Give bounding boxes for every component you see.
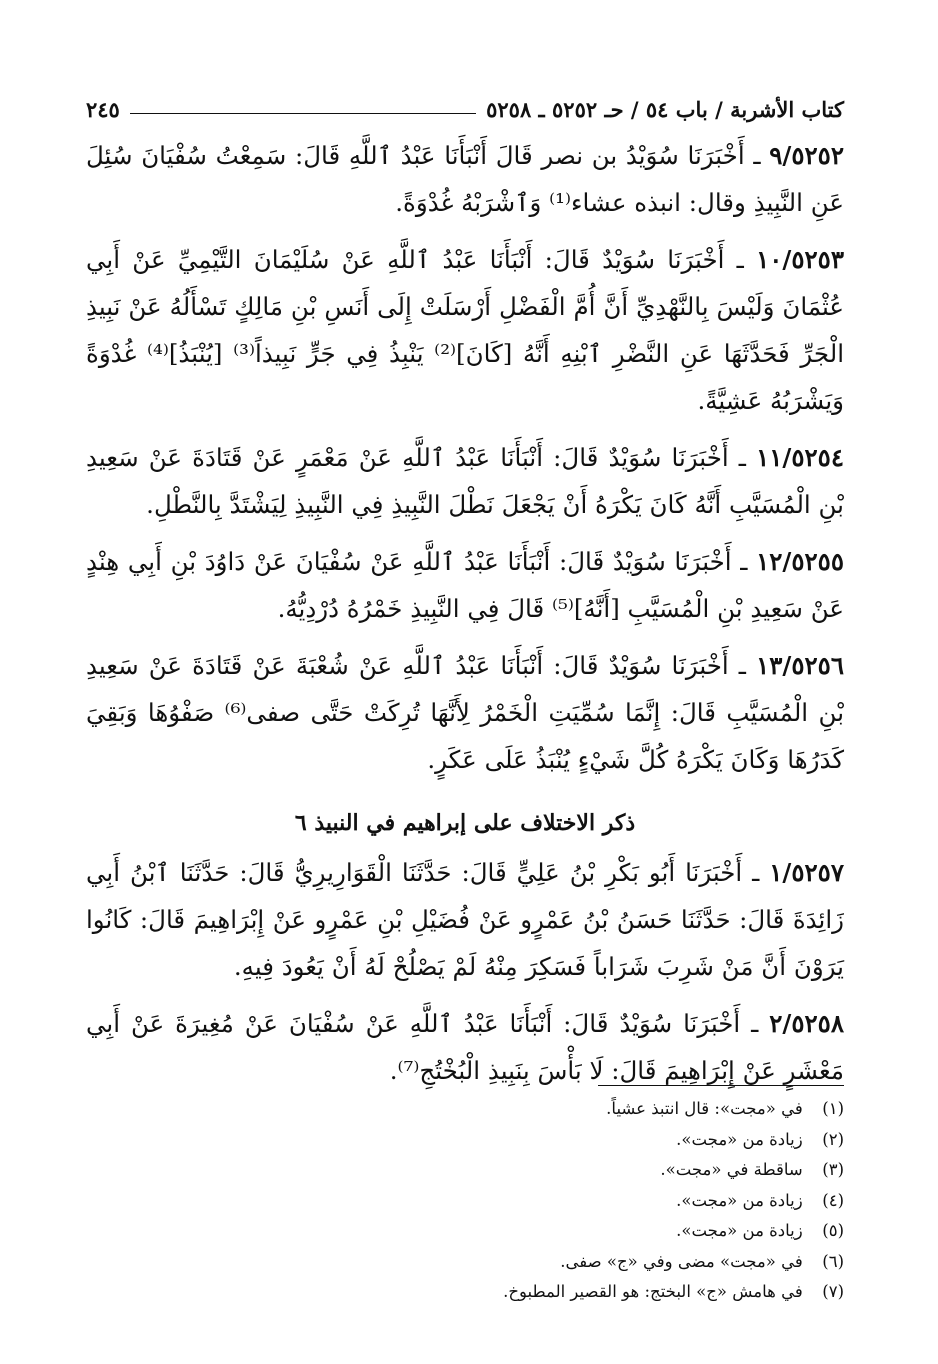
- hadith-text: ـ أَخْبَرَنَا أَبُو بَكْرِ بْنُ عَلِيٍّ قَالَ: حَدَّثَنَا الْقَوَارِيرِيُّ قَالَ: حَدَّثَنَا ٱبْنُ أَبِي زَائِدَةَ قَالَ: حَدَّثَنَا حَسَنُ بْنُ عَمْرٍو عَنْ فُضَيْلِ بْنِ عَمْرٍو عَنْ إِبْرَاهِيمَ قَالَ: كَانُوا يَرَوْنَ أَنَّ مَنْ شَرِبَ شَرَاباً فَسَكِرَ مِنْهُ لَمْ يَصْلُحْ لَهُ أَنْ يَعُودَ فِيهِ.: [86, 858, 844, 981]
- footnote: [86, 1186, 844, 1217]
- footnote-text: زيادة من «مجت».: [676, 1190, 803, 1210]
- footnote-number: (٢): [822, 1129, 844, 1149]
- footnote-text: ساقطة في «مجت».: [660, 1160, 803, 1179]
- footnote-number: (٣): [822, 1160, 844, 1179]
- hadith-paragraph: [86, 538, 844, 632]
- hadith-text: ـ أَخْبَرَنَا سُوَيْدٌ قَالَ: أَنْبَأَنَا عَبْدُ ٱللَّهِ عَنْ مَعْمَرٍ عَنْ قَتَادَةَ عَنْ سَعِيدِ بْنِ الْمُسَيَّبِ أَنَّهُ كَانَ يَكْرَهُ أَنْ يَجْعَلَ نَطْلَ النَّبِيذِ فِي النَّبِيذِ لِيَشْتَدَّ بِالنَّطْلِ.: [86, 443, 844, 519]
- hadith-text: ـ أَخْبَرَنَا سُوَيْدٌ قَالَ: أَنْبَأَنَا عَبْدُ ٱللَّهِ عَنْ سُفْيَانَ عَنْ مُغِيرَةَ عَنْ أَبِي مَعْشَرٍ عَنْ إِبْرَاهِيمَ قَالَ: لَا بَأْسَ بِنَبِيذِ الْبُخْتُجِ⁽⁷⁾.: [86, 1009, 844, 1085]
- footnote-text: في «مجت»: قال انتبذ عشياً.: [606, 1099, 803, 1118]
- footnote: [86, 1155, 844, 1186]
- hadith-text: ـ أَخْبَرَنَا سُوَيْدٌ قَالَ: أَنْبَأَنَا عَبْدُ ٱللَّهِ عَنْ شُعْبَةَ عَنْ قَتَادَةَ عَنْ سَعِيدِ بْنِ الْمُسَيَّبِ قَالَ: إِنَّمَا سُمِّيَتِ الْخَمْرُ لِأَنَّهَا تُرِكَتْ حَتَّى صفى⁽⁶⁾ صَفْوُهَا وَبَقِيَ كَدَرُهَا وَكَانَ يَكْرَهُ كُلَّ شَيْءٍ يُنْبَذُ عَلَى عَكَرٍ.: [86, 651, 845, 774]
- footnote-number: (٤): [822, 1190, 844, 1210]
- footnotes: [86, 1094, 844, 1308]
- hadith-number: ١١/٥٢٥٤: [756, 443, 844, 472]
- hadith-paragraph: [86, 642, 844, 783]
- hadith-number: ١٠/٥٢٥٣: [756, 245, 844, 274]
- footnote-number: (٧): [822, 1282, 844, 1301]
- hadith-paragraph: [86, 434, 844, 528]
- footnote-text: زيادة من «مجت».: [676, 1129, 803, 1149]
- footnote: [86, 1125, 844, 1156]
- section-heading: ذكر الاختلاف على إبراهيم في النبيذ ٦: [294, 810, 636, 836]
- hadith-paragraph: [86, 236, 844, 424]
- hadith-text: ـ أَخْبَرَنَا سُوَيْدٌ قَالَ: أَنْبَأَنَا عَبْدُ ٱللَّهِ عَنْ سُلَيْمَانَ التَّيْمِيِّ عَنْ أَبِي عُثْمَانَ وَلَيْسَ بِالنَّهْدِيِّ أَنَّ أُمَّ الْفَضْلِ أَرْسَلَتْ إِلَى أَنَسِ بْنِ مَالِكٍ تَسْأَلُهُ عَنْ نَبِيذِ الْجَرِّ فَحَدَّثَهَا عَنِ النَّضْرِ ٱبْنِهِ أَنَّهُ [كَانَ]⁽²⁾ يَنْبِذُ فِي جَرٍّ نَبِيذاً⁽³⁾ [يُنْبَذُ]⁽⁴⁾ غُدْوَةً وَيَشْرَبُهُ عَشِيَّةً.: [86, 245, 845, 415]
- footnote-text: زيادة من «مجت».: [676, 1221, 803, 1240]
- hadith-number: ١٣/٥٢٥٦: [756, 651, 844, 680]
- hadith-number: ٩/٥٢٥٢: [769, 141, 844, 170]
- footnote: [86, 1277, 844, 1308]
- footnote-number: (٦): [822, 1251, 844, 1271]
- page-number: ٢٤٥: [86, 97, 120, 122]
- hadith-text: ـ أَخْبَرَنَا سُوَيْدٌ قَالَ: أَنْبَأَنَا عَبْدُ ٱللَّهِ عَنْ سُفْيَانَ عَنْ دَاوُدَ بْنِ أَبِي هِنْدٍ عَنْ سَعِيدِ بْنِ الْمُسَيَّبِ [أَنَّهُ]⁽⁵⁾ قَالَ فِي النَّبِيذِ خَمْرُهُ دُرْدِيُّهُ.: [86, 547, 844, 623]
- footnote: [86, 1247, 844, 1278]
- footnote-number: (١): [822, 1099, 844, 1118]
- footnote: [86, 1216, 844, 1247]
- footnote-text: في «مجت» مضى وفي «ج» صفى.: [560, 1251, 803, 1271]
- running-header: [86, 88, 844, 122]
- running-title: كتاب الأشربة / باب ٥٤ / حـ ٥٢٥٢ ـ ٥٢٥٨: [486, 97, 844, 122]
- header-rule: [130, 113, 476, 114]
- hadith-paragraph: [86, 849, 844, 990]
- hadith-text: ـ أَخْبَرَنَا سُوَيْدُ بن نصر قَالَ أَنْبَأَنَا عَبْدُ ٱللَّهِ قَالَ: سَمِعْتُ سُفْيَانَ سُئِلَ عَنِ النَّبِيذِ وقال: انبذه عشاء⁽¹⁾ وَٱشْرَبْهُ غُدْوَةً.: [86, 141, 844, 217]
- hadith-paragraph: [86, 1000, 844, 1094]
- hadith-paragraph: [86, 132, 844, 226]
- hadith-number: ٢/٥٢٥٨: [769, 1009, 844, 1038]
- hadith-number: ١/٥٢٥٧: [769, 858, 844, 887]
- footnote-separator: [598, 1085, 844, 1086]
- footnote-text: في هامش «ج» البختج: هو القصير المطبوخ.: [503, 1282, 803, 1301]
- hadith-number: ١٢/٥٢٥٥: [756, 547, 844, 576]
- main-text: [86, 132, 844, 1104]
- footnote-number: (٥): [822, 1221, 844, 1240]
- footnote: [86, 1094, 844, 1125]
